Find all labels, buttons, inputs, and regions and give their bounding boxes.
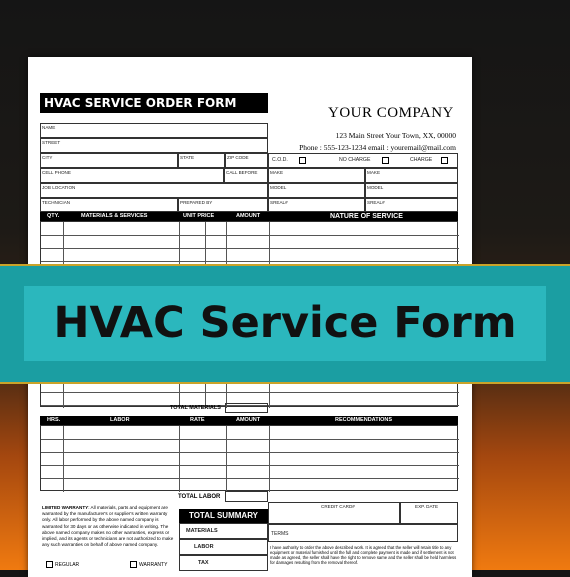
total-materials-label: TOTAL MATERIALS	[170, 405, 221, 411]
exp-date-field[interactable]	[400, 502, 458, 524]
model-field-2[interactable]	[365, 183, 458, 198]
warranty-title: LIMITED WARRANTY	[42, 505, 89, 510]
model-field-1[interactable]	[268, 183, 365, 198]
total-summary-header: TOTAL SUMMARY	[179, 509, 268, 523]
no-charge-label: NO CHARGE	[339, 157, 371, 163]
warranty-body: : All materials, parts and equipment are warranted by the manufacturer's or supplier's written warranty only. All labor performed by the above named company is warranted for 30 days or as otherwise indicated in writing. The above named company makes no other warranties, express or implied, and its agents or technicians are not authorized to make any such warranties on behalf of above named company.	[42, 505, 174, 548]
city-label: CITY	[42, 155, 53, 160]
amount-header: AMOUNT	[236, 213, 261, 219]
call-before-field[interactable]	[224, 168, 268, 183]
total-labor-field[interactable]	[225, 491, 268, 502]
summary-labor-row[interactable]	[179, 539, 268, 555]
city-field[interactable]	[40, 153, 178, 168]
materials-table-header	[40, 212, 458, 221]
make-label-2: MAKE	[367, 170, 381, 175]
state-field[interactable]	[178, 153, 225, 168]
summary-materials-label: MATERIALS	[186, 528, 218, 534]
make-label-1: MAKE	[270, 170, 284, 175]
warranty-option[interactable]	[130, 561, 167, 568]
street-label: STREET	[42, 140, 61, 145]
job-location-field[interactable]	[40, 183, 268, 198]
labor-table-header	[40, 416, 458, 425]
credit-card-label: CREDIT CARD#	[321, 504, 355, 509]
cell-phone-label: CELL PHONE	[42, 170, 71, 175]
nature-of-service-header: NATURE OF SERVICE	[330, 213, 403, 220]
company-address: 123 Main Street Your Town, XX, 00000	[335, 131, 456, 140]
serial-field-2[interactable]	[365, 198, 458, 212]
technician-field[interactable]	[40, 198, 178, 212]
technician-label: TECHNICIAN	[42, 200, 71, 205]
form-title: HVAC SERVICE ORDER FORM	[40, 93, 268, 113]
credit-card-field[interactable]	[268, 502, 400, 524]
labor-table-grid[interactable]	[40, 425, 458, 491]
materials-header: MATERIALS & SERVICES	[81, 213, 148, 219]
model-label-1: MODEL	[270, 185, 287, 190]
summary-materials-row[interactable]	[179, 523, 268, 539]
total-materials-field[interactable]	[225, 403, 268, 413]
job-location-label: JOB LOCATION	[42, 185, 76, 190]
charge-checkbox[interactable]	[441, 157, 448, 164]
regular-option[interactable]	[46, 561, 79, 568]
street-field[interactable]	[40, 138, 268, 153]
terms-label: TERMS	[271, 531, 289, 537]
payment-options-row	[268, 153, 458, 168]
prepared-by-field[interactable]	[178, 198, 268, 212]
cell-phone-field[interactable]	[40, 168, 224, 183]
summary-tax-row[interactable]	[179, 555, 268, 571]
limited-warranty-text	[42, 505, 177, 548]
prepared-by-label: PREPARED BY	[180, 200, 213, 205]
total-labor-label: TOTAL LABOR	[178, 494, 221, 500]
exp-date-label: EXP. DATE	[415, 504, 439, 509]
labor-amount-header: AMOUNT	[236, 417, 261, 423]
warranty-option-label: WARRANTY	[139, 561, 168, 568]
summary-tax-label: TAX	[198, 560, 209, 566]
cod-label: C.O.D.	[272, 157, 288, 163]
banner-title: HVAC Service Form	[53, 298, 517, 348]
make-field-2[interactable]	[365, 168, 458, 183]
recommendations-header: RECOMMENDATIONS	[335, 417, 393, 423]
hrs-header: HRS.	[47, 417, 61, 423]
zip-field[interactable]	[225, 153, 268, 168]
make-field-1[interactable]	[268, 168, 365, 183]
name-label: NAME	[42, 125, 56, 130]
unit-price-header: UNIT PRICE	[183, 213, 215, 219]
call-before-label: CALL BEFORE	[226, 170, 258, 175]
charge-label: CHARGE	[410, 157, 433, 163]
model-label-2: MODEL	[367, 185, 384, 190]
rate-header: RATE	[190, 417, 205, 423]
serial-label-1: SREAL#	[270, 200, 288, 205]
regular-label: REGULAR	[55, 561, 80, 568]
serial-label-2: SREAL#	[367, 200, 385, 205]
terms-text: I have authority to order the above described work. It is agreed that the seller will retain title to any equipment or material furnished until the full and complete payment is made and if settlement is not made as agreed, the seller shall have the right to remove same and the seller shall be held harmless for damages resulting from the removal thereof.	[270, 545, 457, 565]
qty-header: QTY.	[47, 213, 60, 219]
name-field[interactable]	[40, 123, 268, 138]
company-name: YOUR COMPANY	[328, 105, 454, 121]
labor-header: LABOR	[110, 417, 130, 423]
serial-field-1[interactable]	[268, 198, 365, 212]
summary-labor-label: LABOR	[194, 544, 214, 550]
zip-label: ZIP CODE	[227, 155, 249, 160]
company-contact: Phone : 555-123-1234 email : youremail@mail.com	[299, 143, 456, 152]
state-label: STATE	[180, 155, 195, 160]
terms-field[interactable]	[268, 524, 458, 542]
cod-checkbox[interactable]	[299, 157, 306, 164]
no-charge-checkbox[interactable]	[382, 157, 389, 164]
